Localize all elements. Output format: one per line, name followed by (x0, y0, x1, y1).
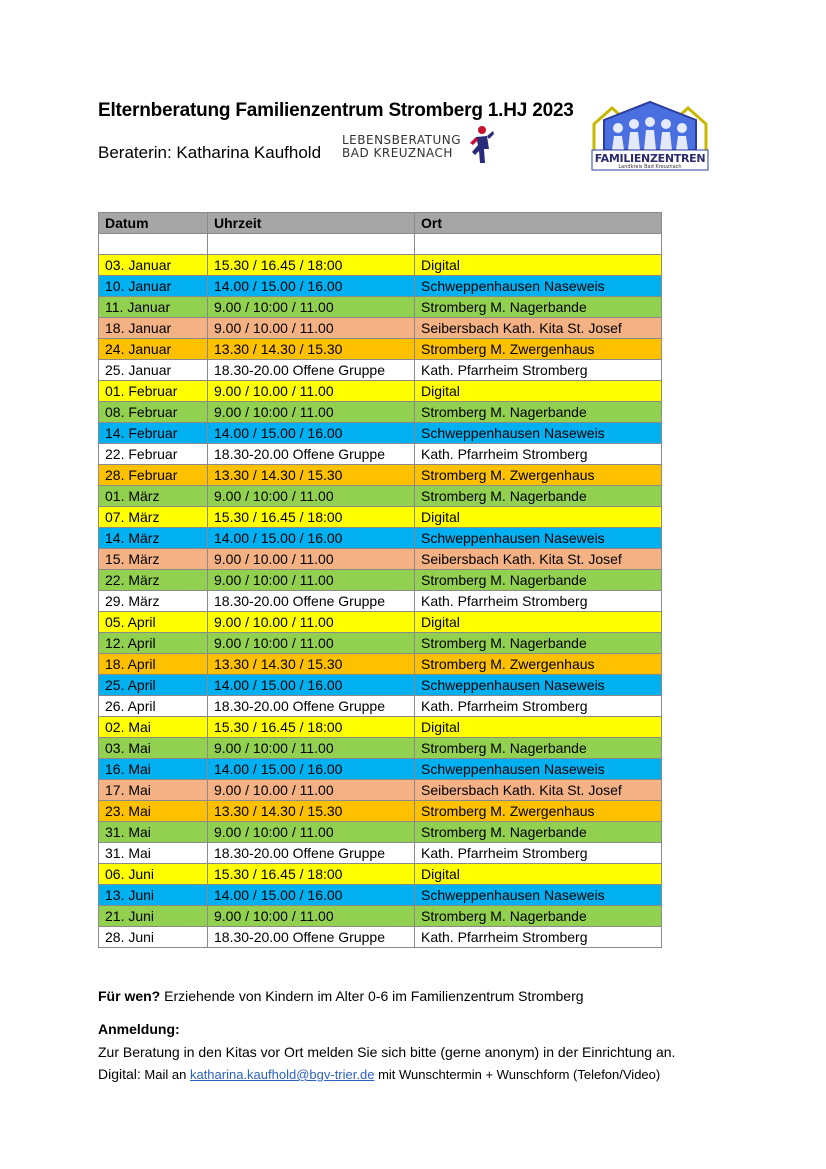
counselor-name: Beraterin: Katharina Kaufhold (98, 143, 322, 162)
cell-time: 13.30 / 14.30 / 15.30 (208, 801, 415, 822)
cell-date: 31. Mai (99, 822, 208, 843)
cell-time: 9.00 / 10:00 / 11.00 (208, 738, 415, 759)
table-row (99, 759, 662, 780)
cell-place: Stromberg M. Nagerbande (415, 486, 662, 507)
lebensberatung-logo-line2: BAD KREUZNACH (342, 146, 453, 160)
cell-time: 18.30-20.00 Offene Gruppe (208, 696, 415, 717)
for-whom-text: Erziehende von Kindern im Alter 0-6 im Familienzentrum Stromberg (164, 988, 584, 1004)
cell-time: 15.30 / 16.45 / 18:00 (208, 255, 415, 276)
person-figure-icon (467, 125, 495, 165)
cell-time: 9.00 / 10.00 / 11.00 (208, 381, 415, 402)
for-whom-paragraph (98, 988, 584, 1004)
cell-date: 25. April (99, 675, 208, 696)
page-title: Elternberatung Familienzentrum Stromberg 1.HJ 2023 (98, 100, 574, 121)
table-row (99, 927, 662, 948)
table-row (99, 843, 662, 864)
cell-place: Kath. Pfarrheim Stromberg (415, 843, 662, 864)
cell-place: Stromberg M. Nagerbande (415, 738, 662, 759)
cell-time: 9.00 / 10:00 / 11.00 (208, 633, 415, 654)
cell-time: 15.30 / 16.45 / 18:00 (208, 507, 415, 528)
table-row (99, 360, 662, 381)
cell-time: 18.30-20.00 Offene Gruppe (208, 591, 415, 612)
cell-place: Stromberg M. Zwergenhaus (415, 654, 662, 675)
cell-date: 17. Mai (99, 780, 208, 801)
cell-date: 07. März (99, 507, 208, 528)
cell-date: 01. März (99, 486, 208, 507)
cell-place: Stromberg M. Nagerbande (415, 906, 662, 927)
familienzentren-name: FAMILIENZENTREN (594, 152, 706, 165)
cell-place: Schweppenhausen Naseweis (415, 675, 662, 696)
column-header-place: Ort (415, 213, 662, 234)
cell-place: Stromberg M. Nagerbande (415, 402, 662, 423)
cell-time: 9.00 / 10:00 / 11.00 (208, 402, 415, 423)
spacer-row (99, 234, 662, 255)
table-row (99, 402, 662, 423)
cell-place: Digital (415, 381, 662, 402)
cell-date: 25. Januar (99, 360, 208, 381)
cell-place: Stromberg M. Zwergenhaus (415, 465, 662, 486)
cell-time: 13.30 / 14.30 / 15.30 (208, 339, 415, 360)
cell-place: Kath. Pfarrheim Stromberg (415, 591, 662, 612)
schedule-table (98, 212, 662, 948)
cell-time: 18.30-20.00 Offene Gruppe (208, 927, 415, 948)
table-row (99, 255, 662, 276)
cell-place: Stromberg M. Zwergenhaus (415, 801, 662, 822)
cell-time: 9.00 / 10.00 / 11.00 (208, 549, 415, 570)
cell-time: 9.00 / 10:00 / 11.00 (208, 822, 415, 843)
cell-date: 01. Februar (99, 381, 208, 402)
cell-place: Schweppenhausen Naseweis (415, 759, 662, 780)
cell-time: 15.30 / 16.45 / 18:00 (208, 717, 415, 738)
cell-date: 24. Januar (99, 339, 208, 360)
cell-place: Digital (415, 507, 662, 528)
registration-label: Anmeldung: (98, 1021, 180, 1037)
cell-time: 13.30 / 14.30 / 15.30 (208, 465, 415, 486)
registration-heading (98, 1021, 180, 1037)
table-row (99, 654, 662, 675)
cell-time: 14.00 / 15.00 / 16.00 (208, 528, 415, 549)
table-row (99, 801, 662, 822)
table-row (99, 738, 662, 759)
cell-place: Seibersbach Kath. Kita St. Josef (415, 780, 662, 801)
cell-date: 11. Januar (99, 297, 208, 318)
table-row (99, 885, 662, 906)
table-row (99, 465, 662, 486)
cell-date: 28. Februar (99, 465, 208, 486)
cell-place: Stromberg M. Nagerbande (415, 633, 662, 654)
table-header-row (99, 213, 662, 234)
table-row (99, 318, 662, 339)
cell-place: Kath. Pfarrheim Stromberg (415, 444, 662, 465)
table-row (99, 591, 662, 612)
cell-time: 14.00 / 15.00 / 16.00 (208, 423, 415, 444)
table-row (99, 906, 662, 927)
cell-date: 18. Januar (99, 318, 208, 339)
cell-time: 14.00 / 15.00 / 16.00 (208, 759, 415, 780)
cell-date: 05. April (99, 612, 208, 633)
lebensberatung-logo-line1: LEBENSBERATUNG (342, 133, 462, 147)
cell-date: 10. Januar (99, 276, 208, 297)
table-row (99, 423, 662, 444)
cell-time: 9.00 / 10:00 / 11.00 (208, 297, 415, 318)
cell-time: 14.00 / 15.00 / 16.00 (208, 885, 415, 906)
cell-time: 9.00 / 10:00 / 11.00 (208, 570, 415, 591)
table-row (99, 780, 662, 801)
table-row (99, 675, 662, 696)
cell-date: 29. März (99, 591, 208, 612)
cell-date: 26. April (99, 696, 208, 717)
cell-date: 21. Juni (99, 906, 208, 927)
cell-time: 14.00 / 15.00 / 16.00 (208, 276, 415, 297)
cell-place: Seibersbach Kath. Kita St. Josef (415, 549, 662, 570)
cell-time: 18.30-20.00 Offene Gruppe (208, 843, 415, 864)
digital-prefix: Mail an (144, 1067, 187, 1082)
cell-date: 03. Mai (99, 738, 208, 759)
lebensberatung-logo (342, 134, 502, 168)
cell-date: 31. Mai (99, 843, 208, 864)
registration-text: Zur Beratung in den Kitas vor Ort melden Sie sich bitte (gerne anonym) in der Einrichtung an. (98, 1044, 676, 1060)
table-row (99, 381, 662, 402)
cell-date: 02. Mai (99, 717, 208, 738)
cell-date: 23. Mai (99, 801, 208, 822)
cell-date: 14. März (99, 528, 208, 549)
cell-time: 14.00 / 15.00 / 16.00 (208, 675, 415, 696)
cell-time: 15.30 / 16.45 / 18:00 (208, 864, 415, 885)
table-row (99, 507, 662, 528)
cell-place: Stromberg M. Nagerbande (415, 822, 662, 843)
cell-place: Digital (415, 255, 662, 276)
familienzentren-logo (590, 100, 710, 172)
cell-date: 12. April (99, 633, 208, 654)
cell-date: 03. Januar (99, 255, 208, 276)
cell-place: Stromberg M. Nagerbande (415, 297, 662, 318)
cell-date: 28. Juni (99, 927, 208, 948)
cell-time: 18.30-20.00 Offene Gruppe (208, 360, 415, 381)
cell-place: Digital (415, 864, 662, 885)
table-row (99, 822, 662, 843)
cell-time: 9.00 / 10:00 / 11.00 (208, 486, 415, 507)
cell-place: Kath. Pfarrheim Stromberg (415, 360, 662, 381)
cell-place: Kath. Pfarrheim Stromberg (415, 927, 662, 948)
table-row (99, 549, 662, 570)
table-row (99, 528, 662, 549)
cell-place: Schweppenhausen Naseweis (415, 423, 662, 444)
cell-date: 15. März (99, 549, 208, 570)
cell-place: Seibersbach Kath. Kita St. Josef (415, 318, 662, 339)
cell-place: Schweppenhausen Naseweis (415, 885, 662, 906)
table-row (99, 339, 662, 360)
cell-place: Kath. Pfarrheim Stromberg (415, 696, 662, 717)
digital-label: Digital: (98, 1066, 141, 1082)
cell-date: 14. Februar (99, 423, 208, 444)
table-row (99, 696, 662, 717)
cell-date: 16. Mai (99, 759, 208, 780)
digital-paragraph (98, 1066, 660, 1082)
cell-date: 22. März (99, 570, 208, 591)
cell-time: 13.30 / 14.30 / 15.30 (208, 654, 415, 675)
cell-time: 9.00 / 10.00 / 11.00 (208, 780, 415, 801)
column-header-date: Datum (99, 213, 208, 234)
table-row (99, 717, 662, 738)
table-row (99, 297, 662, 318)
table-row (99, 612, 662, 633)
table-row (99, 276, 662, 297)
for-whom-label: Für wen? (98, 988, 161, 1004)
cell-date: 18. April (99, 654, 208, 675)
cell-time: 9.00 / 10.00 / 11.00 (208, 612, 415, 633)
cell-date: 22. Februar (99, 444, 208, 465)
cell-date: 06. Juni (99, 864, 208, 885)
cell-date: 13. Juni (99, 885, 208, 906)
familienzentren-sub: Landkreis Bad Kreuznach (618, 164, 682, 170)
table-row (99, 486, 662, 507)
cell-time: 9.00 / 10:00 / 11.00 (208, 906, 415, 927)
cell-time: 18.30-20.00 Offene Gruppe (208, 444, 415, 465)
table-row (99, 633, 662, 654)
cell-date: 08. Februar (99, 402, 208, 423)
table-row (99, 444, 662, 465)
cell-place: Stromberg M. Zwergenhaus (415, 339, 662, 360)
cell-time: 9.00 / 10.00 / 11.00 (208, 318, 415, 339)
cell-place: Digital (415, 717, 662, 738)
cell-place: Schweppenhausen Naseweis (415, 276, 662, 297)
cell-place: Digital (415, 612, 662, 633)
cell-place: Stromberg M. Nagerbande (415, 570, 662, 591)
digital-suffix: mit Wunschtermin + Wunschform (Telefon/Video) (378, 1067, 661, 1082)
cell-place: Schweppenhausen Naseweis (415, 528, 662, 549)
table-row (99, 864, 662, 885)
column-header-time: Uhrzeit (208, 213, 415, 234)
table-row (99, 570, 662, 591)
email-link[interactable]: katharina.kaufhold@bgv-trier.de (189, 1067, 375, 1082)
